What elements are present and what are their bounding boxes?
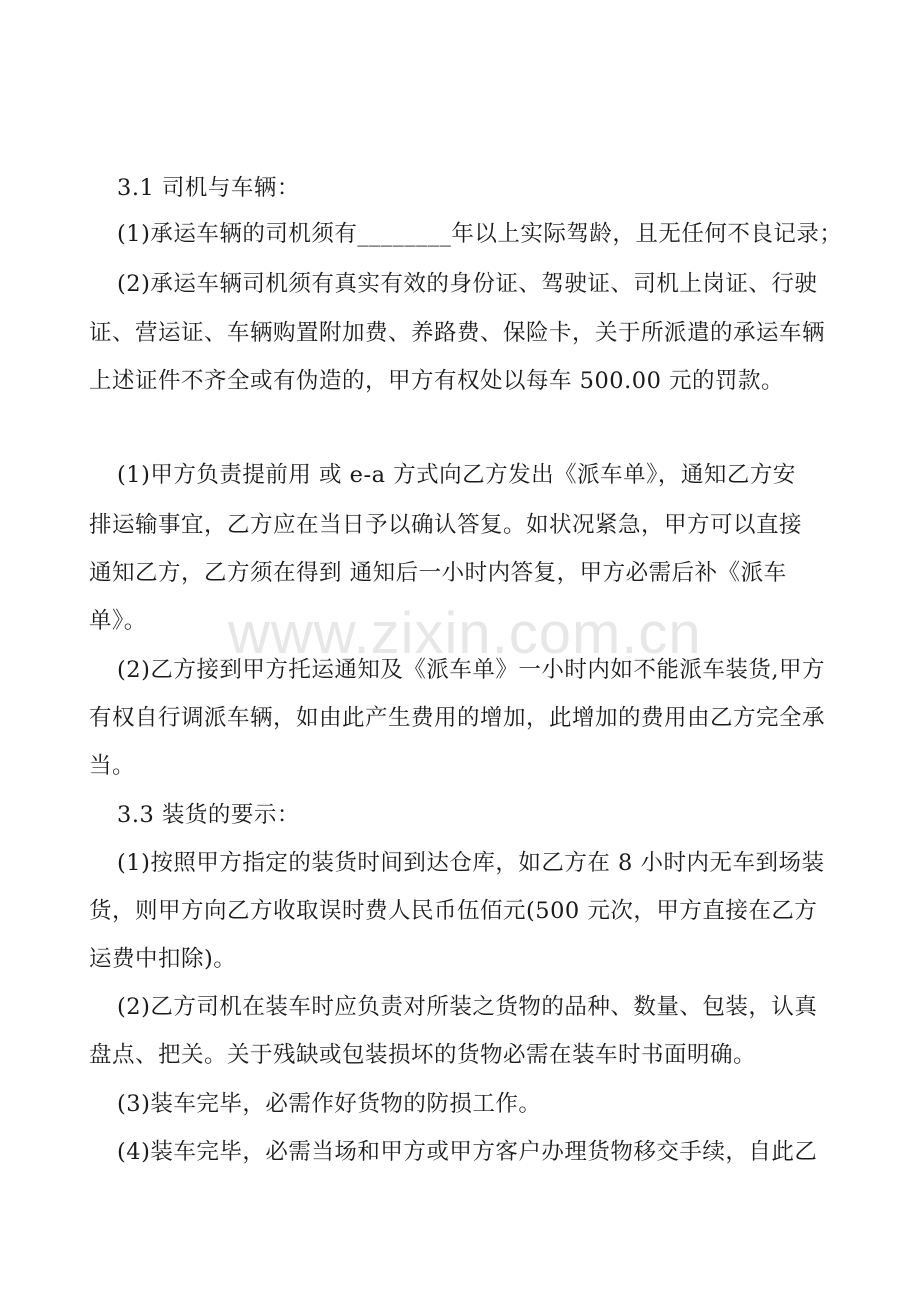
paragraph-line: (1)承运车辆的司机须有________年以上实际驾龄，且无任何不良记录； [117,221,843,247]
paragraph-line: 通知乙方，乙方须在得到 通知后一小时内答复，甲方必需后补《派车 [89,560,787,586]
paragraph-line: 当。 [89,753,136,779]
paragraph-line: (1)甲方负责提前用 或 e-a 方式向乙方发出《派车单》，通知乙方安 [117,462,796,488]
watermark: www.zixin.com.cn [228,601,702,666]
paragraph-line: 证、营运证、车辆购置附加费、养路费、保险卡，关于所派遣的承运车辆 [89,320,826,346]
paragraph-line: 排运输事宜，乙方应在当日予以确认答复。如状况紧急，甲方可以直接 [89,512,803,538]
paragraph-line: (2)承运车辆司机须有真实有效的身份证、驾驶证、司机上岗证、行驶 [117,271,818,297]
heading-3-3: 3.3 装货的要示： [117,802,300,828]
paragraph-line: 运费中扣除)。 [89,946,237,972]
paragraph-line: 有权自行调派车辆，如由此产生费用的增加，此增加的费用由乙方完全承 [89,705,826,731]
paragraph-line: 货，则甲方向乙方收取误时费人民币伍佰元(500 元次，甲方直接在乙方 [89,898,818,924]
heading-3-1: 3.1 司机与车辆： [117,175,300,201]
paragraph-line: (3)装车完毕，必需作好货物的防损工作。 [117,1091,542,1117]
paragraph-line: 盘点、把关。关于残缺或包装损坏的货物必需在装车时书面明确。 [89,1042,757,1068]
paragraph-line: 单》。 [89,608,147,634]
paragraph-line: (2)乙方接到甲方托运通知及《派车单》一小时内如不能派车装货,甲方 [117,657,826,683]
paragraph-line: (2)乙方司机在装车时应负责对所装之货物的品种、数量、包装，认真 [117,994,818,1020]
paragraph-line: (4)装车完毕，必需当场和甲方或甲方客户办理货物移交手续，自此乙 [117,1139,818,1165]
paragraph-line: (1)按照甲方指定的装货时间到达仓库，如乙方在 8 小时内无车到场装 [117,850,825,876]
paragraph-line: 上述证件不齐全或有伪造的，甲方有权处以每车 500.00 元的罚款。 [89,368,785,394]
